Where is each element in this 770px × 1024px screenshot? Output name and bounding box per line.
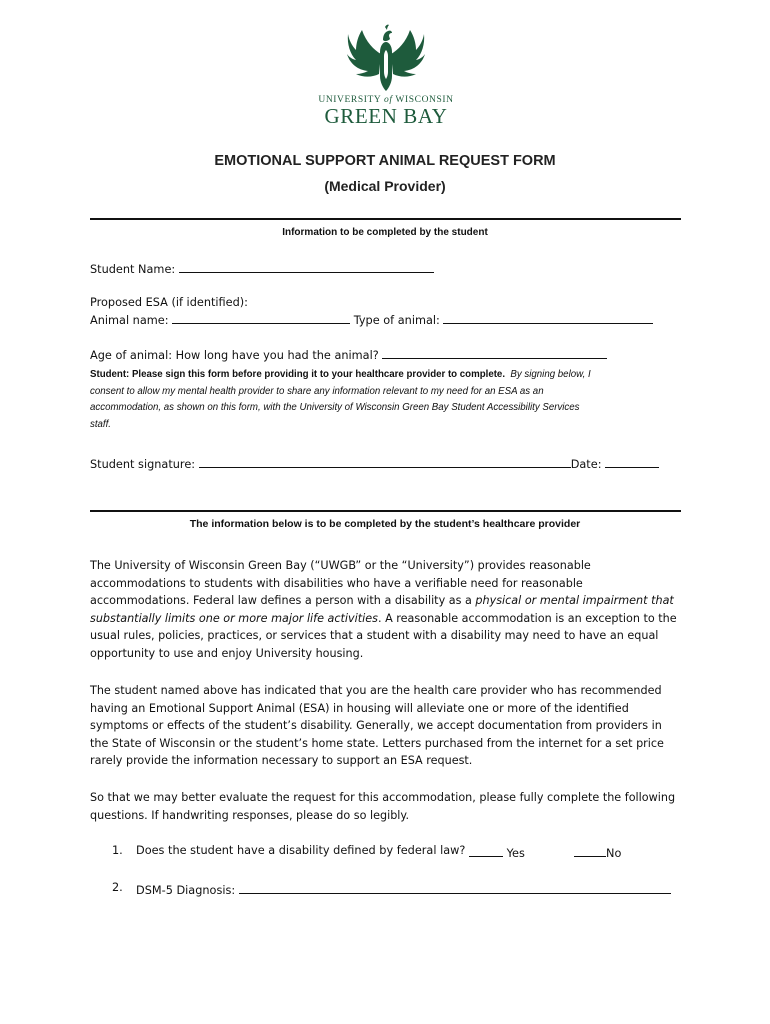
- question-2: [112, 881, 123, 894]
- date-label: Date:: [570, 458, 602, 471]
- yes-label: Yes: [506, 847, 525, 860]
- type-of-animal-label: Type of animal:: [353, 314, 440, 327]
- yes-option: [469, 844, 525, 860]
- provider-section-heading: The information below is to be completed by the student’s healthcare provider: [189, 518, 581, 530]
- date-field[interactable]: [605, 455, 659, 468]
- no-label: No: [606, 847, 622, 860]
- type-of-animal-field[interactable]: [443, 311, 653, 324]
- instructions-paragraph: So that we may better evaluate the request for this accommodation, please fully complete the following questions. If handwriting responses, please do so legibly.: [90, 791, 676, 822]
- question-1-text: Does the student have a disability defined by federal law?: [136, 844, 466, 857]
- yes-answer-field[interactable]: [469, 844, 503, 857]
- university-logo: [316, 24, 456, 127]
- student-name-field[interactable]: [179, 260, 434, 273]
- student-signature-label: Student signature:: [90, 458, 196, 471]
- animal-age-label: Age of animal: How long have you had the animal?: [90, 349, 379, 362]
- section-divider: [90, 510, 681, 512]
- student-signature-field[interactable]: [199, 455, 571, 468]
- section-divider: [90, 218, 681, 220]
- question-2-row: [136, 881, 671, 897]
- provider-paragraph: The student named above has indicated that you are the health care provider who has recommended having an Emotional Support Animal (ESA) in housing will alleviate one or more of the identified symptoms or effects of the student’s disability. Generally, we accept documentation from providers in the State of Wisconsin or the student’s home state. Letters purchased from the internet for a set price rarely provide the information necessary to support an ESA request.: [90, 684, 664, 768]
- question-1: [112, 844, 123, 857]
- logo-campus-name: GREEN BAY: [324, 104, 448, 128]
- accommodation-paragraph: The University of Wisconsin Green Bay (“UWGB” or the “University”) provides reasonable accommodations to students with disabilities who have a verifiable need for reasonable accommodations. Federal law defines a person with a disability as a physical or mental impairment that substantially limits one or more major life activities. A reasonable accommodation is an exception to the usual rules, policies, practices, or services that a student with a disability may need to have an equal opportunity to use and enjoy University housing.: [90, 559, 677, 660]
- form-subtitle: (Medical Provider): [324, 178, 446, 194]
- student-section-heading: Information to be completed by the student: [282, 227, 488, 238]
- question-number: 1.: [112, 844, 123, 857]
- form-title: EMOTIONAL SUPPORT ANIMAL REQUEST FORM: [214, 153, 556, 169]
- animal-age-row: [90, 346, 607, 365]
- dsm-diagnosis-label: DSM-5 Diagnosis:: [136, 884, 236, 897]
- no-option: [574, 844, 621, 860]
- logo-university-name: UNIVERSITY of WISCONSIN: [318, 95, 454, 105]
- question-number: 2.: [112, 881, 123, 894]
- consent-instruction: Student: Please sign this form before providing it to your healthcare provider to complete.: [90, 369, 506, 380]
- consent-statement: Student: Please sign this form before providing it to your healthcare provider to complete. By signing below, I consent to allow my mental health provider to share any information relevant to my need for an ESA as an accommodation, as shown on this form, with the University of Wisconsin Green Bay Student Accessibility Services staff.: [90, 369, 591, 430]
- signature-row: [90, 455, 659, 474]
- student-name-label: Student Name:: [90, 263, 176, 276]
- animal-row: [90, 311, 653, 330]
- animal-name-label: Animal name:: [90, 314, 169, 327]
- phoenix-icon: [346, 24, 426, 92]
- animal-age-field[interactable]: [382, 346, 607, 359]
- no-answer-field[interactable]: [574, 844, 606, 857]
- dsm-diagnosis-field[interactable]: [239, 881, 671, 894]
- animal-name-field[interactable]: [172, 311, 350, 324]
- student-name-row: [90, 260, 434, 279]
- proposed-esa-label: Proposed ESA (if identified):: [90, 296, 248, 309]
